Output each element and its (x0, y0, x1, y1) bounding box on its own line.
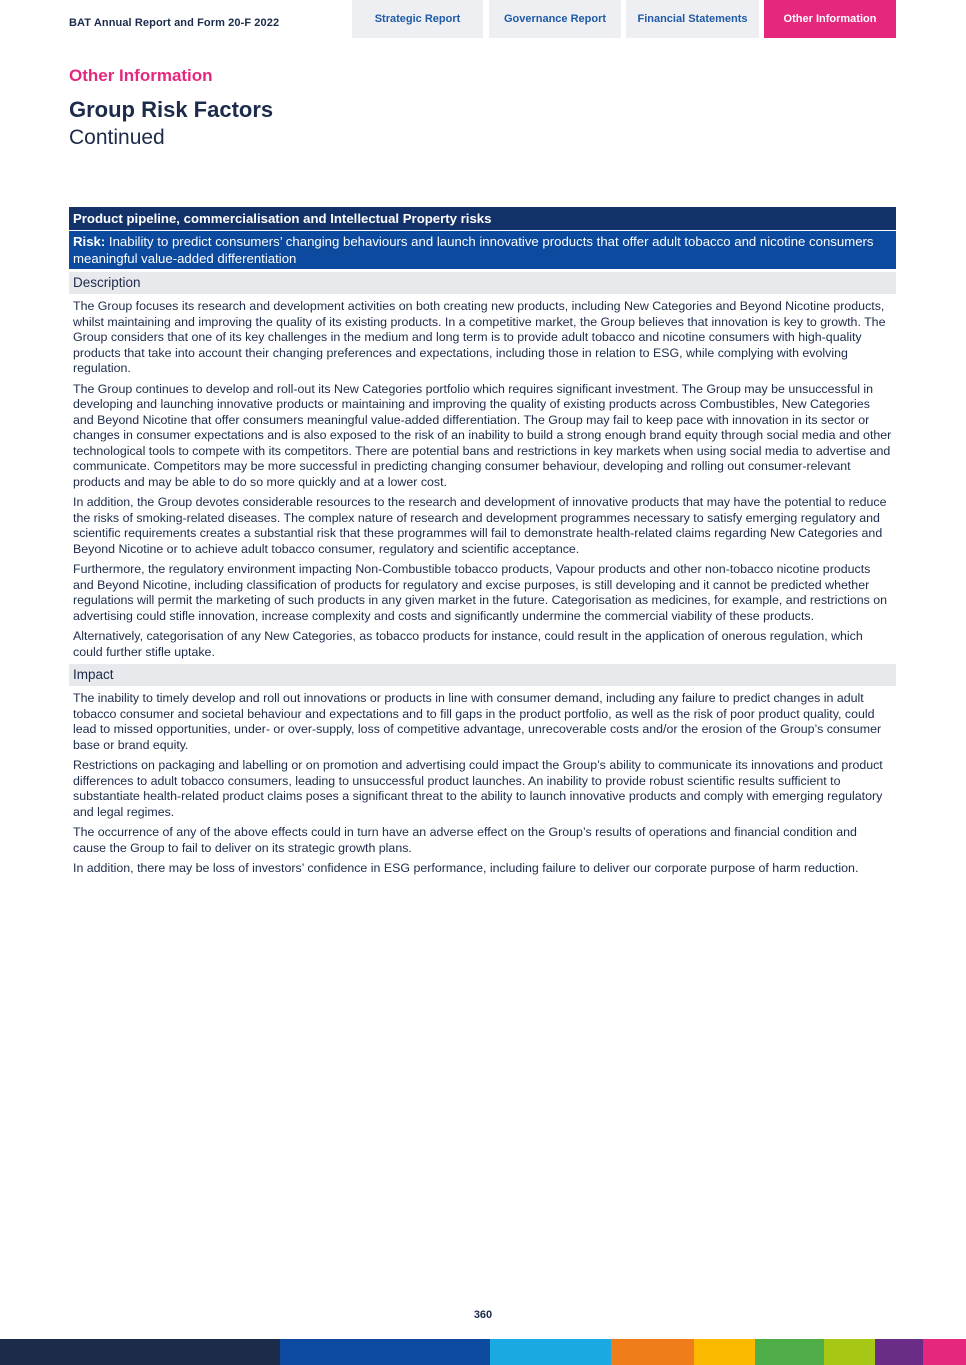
description-paragraph: The Group focuses its research and development activities on both creating new products, including New Categories and Beyond Nicotine products, whilst maintaining and improving the quality of its existing products. In a competitive market, the Group believes that innovation is key to growth. The Group considers that one of its key challenges in the medium and long term is to provide adult tobacco and nicotine consumers with high-quality products that take into account their changing preferences and expectations, including those in relation to ESG, while complying with evolving regulation. (73, 299, 886, 375)
risk-text: Inability to predict consumers’ changing behaviours and launch innovative products that offer adult tobacco and nicotine consumers meaningful value-added differentiation (73, 234, 874, 266)
tab-strategic-report[interactable]: Strategic Report (352, 0, 483, 38)
footer-color-bar (0, 1339, 966, 1365)
page-title: Group Risk Factors (69, 97, 274, 122)
page-number: 360 (473, 1309, 493, 1321)
impact-paragraph: In addition, there may be loss of investors’ confidence in ESG performance, including failure to deliver our corporate purpose of harm reduction. (73, 861, 859, 875)
color-segment (755, 1339, 824, 1365)
impact-paragraph: Restrictions on packaging and labelling or on promotion and advertising could impact the Group’s ability to communicate its innovations and product differences to adult tobacco consumers, leading to unsuccessful product launches. An inability to provide robust scientific results sufficient to substantiate health-related product claims poses a significant threat to the ability to launch innovative products and comply with emerging regulatory and legal regimes. (73, 758, 883, 819)
color-segment (875, 1339, 923, 1365)
section-kicker: Other Information (69, 66, 213, 85)
impact-paragraph: The inability to timely develop and roll out innovations or products in line with consumer demand, including any failure to predict changes in adult tobacco consumer and societal behaviour and expectations and to fill gaps in the product portfolio, as well as the risk of poor product quality, could lead to missed opportunities, under- or over-supply, loss of competitive advantage, unrecoverable costs and/or the erosion of the Group’s consumer base or brand equity. (73, 691, 882, 752)
risk-label: Risk: (73, 234, 106, 249)
page-subtitle: Continued (69, 126, 165, 149)
color-segment (280, 1339, 490, 1365)
tab-other-information[interactable]: Other Information (764, 0, 896, 38)
description-paragraph: The Group continues to develop and roll-out its New Categories portfolio which requires significant investment. The Group may be unsuccessful in developing and launching innovative products or maintaining and improving the quality of existing products across Combustibles, New Categories and Beyond Nicotine that offer consumers meaningful value-added differentiation. The Group may fail to keep pace with innovation in its sector or changes in consumer expectations and is also exposed to the risk of an inability to build a strong enough brand equity through social media and other technological tools to compete with its competitors. There are potential bans and restrictions in key markets when using social media to advertise and communicate. Competitors may be more successful in predicting changing consumer behaviour, developing and rolling out consumer-relevant products and may be able to do so more quickly and at a lower cost. (73, 381, 892, 489)
color-segment (923, 1339, 966, 1365)
description-heading: Description (69, 272, 896, 294)
impact-paragraph: The occurrence of any of the above effects could in turn have an adverse effect on the Group’s results of operations and financial condition and cause the Group to fail to deliver on its strategic growth plans. (73, 825, 857, 855)
color-segment (694, 1339, 755, 1365)
color-segment (824, 1339, 875, 1365)
color-segment (0, 1339, 280, 1365)
risk-table (69, 207, 896, 877)
impact-heading: Impact (69, 664, 896, 686)
description-paragraph: Alternatively, categorisation of any New Categories, as tobacco products for instance, could result in the application of onerous regulation, which could further stifle uptake. (73, 629, 863, 659)
risk-statement (69, 231, 896, 269)
color-segment (611, 1339, 694, 1365)
tab-financial-statements[interactable]: Financial Statements (626, 0, 759, 38)
report-title: BAT Annual Report and Form 20-F 2022 (69, 17, 280, 29)
risk-category-heading: Product pipeline, commercialisation and Intellectual Property risks (69, 207, 896, 230)
description-paragraph: Furthermore, the regulatory environment impacting Non-Combustible tobacco products, Vapour products and other non-tobacco nicotine products and Beyond Nicotine, including classification of products for regulatory and excise purposes, is still developing and it cannot be predicted whether regulations will permit the marketing of such products in any given market in the future. Categorisation as medicines, for example, and restrictions on advertising could stifle innovation, increase complexity and costs and significantly undermine the commercial viability of these products. (73, 562, 888, 623)
description-paragraph: In addition, the Group devotes considerable resources to the research and development of innovative products that may have the potential to reduce the risks of smoking-related diseases. The complex nature of research and development programmes necessary to satisfy emerging regulatory and scientific requirements creates a substantial risk that these programmes will fail to demonstrate health-related claims regarding New Categories and Beyond Nicotine or to achieve adult tobacco consumer, regulatory and scientific acceptance. (73, 495, 887, 556)
tab-governance-report[interactable]: Governance Report (489, 0, 621, 38)
color-segment (490, 1339, 611, 1365)
